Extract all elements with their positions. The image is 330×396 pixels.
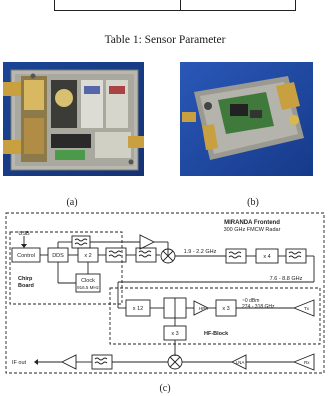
label-title-2: 300 GHz FMCW Radar <box>223 227 281 233</box>
label-lna: LNA <box>235 360 245 365</box>
label-board: Board <box>18 283 34 289</box>
label-power: ~0 dBm <box>242 298 260 304</box>
frontend-photo-side-view <box>180 62 313 176</box>
label-freq-1-9: 1.9 - 2.2 GHz <box>183 249 217 255</box>
label-mult-x3b: x 3 <box>171 331 179 337</box>
radar-block-diagram <box>2 210 328 385</box>
subfigure-label-a: (a) <box>66 197 78 208</box>
label-clock-freq: 916.5 MHz <box>77 285 99 290</box>
label-hpa: HPA <box>199 306 208 311</box>
label-mult-x12: x 12 <box>132 306 144 312</box>
label-rx: Rx <box>304 360 310 365</box>
label-chirp: Chirp <box>18 276 33 282</box>
label-tx: Tx <box>304 306 309 311</box>
subfigure-label-c: (c) <box>159 383 171 394</box>
label-hf-block: HF-Block <box>204 331 229 337</box>
subfigure-label-b: (b) <box>247 197 259 208</box>
label-freq-274: 274 - 318 GHz <box>242 304 275 310</box>
label-mult-x2: x 2 <box>84 253 92 259</box>
label-dds: DDS <box>52 253 64 259</box>
label-clock: Clock <box>81 278 95 284</box>
label-title-1: MIRANDA Frontend <box>224 220 280 226</box>
label-freq-7-6: 7.6 - 8.8 GHz <box>269 276 303 282</box>
label-control: Control <box>17 253 35 259</box>
label-usb: USB <box>18 231 30 237</box>
table-caption: Table 1: Sensor Parameter <box>104 34 226 46</box>
label-mult-x4: x 4 <box>263 254 271 260</box>
label-if-out: IF out <box>12 360 27 366</box>
table-bottom-edge <box>54 0 296 11</box>
label-mult-x3a: x 3 <box>222 306 230 312</box>
table-column-divider <box>180 0 181 11</box>
frontend-photo-top-view <box>3 62 144 176</box>
